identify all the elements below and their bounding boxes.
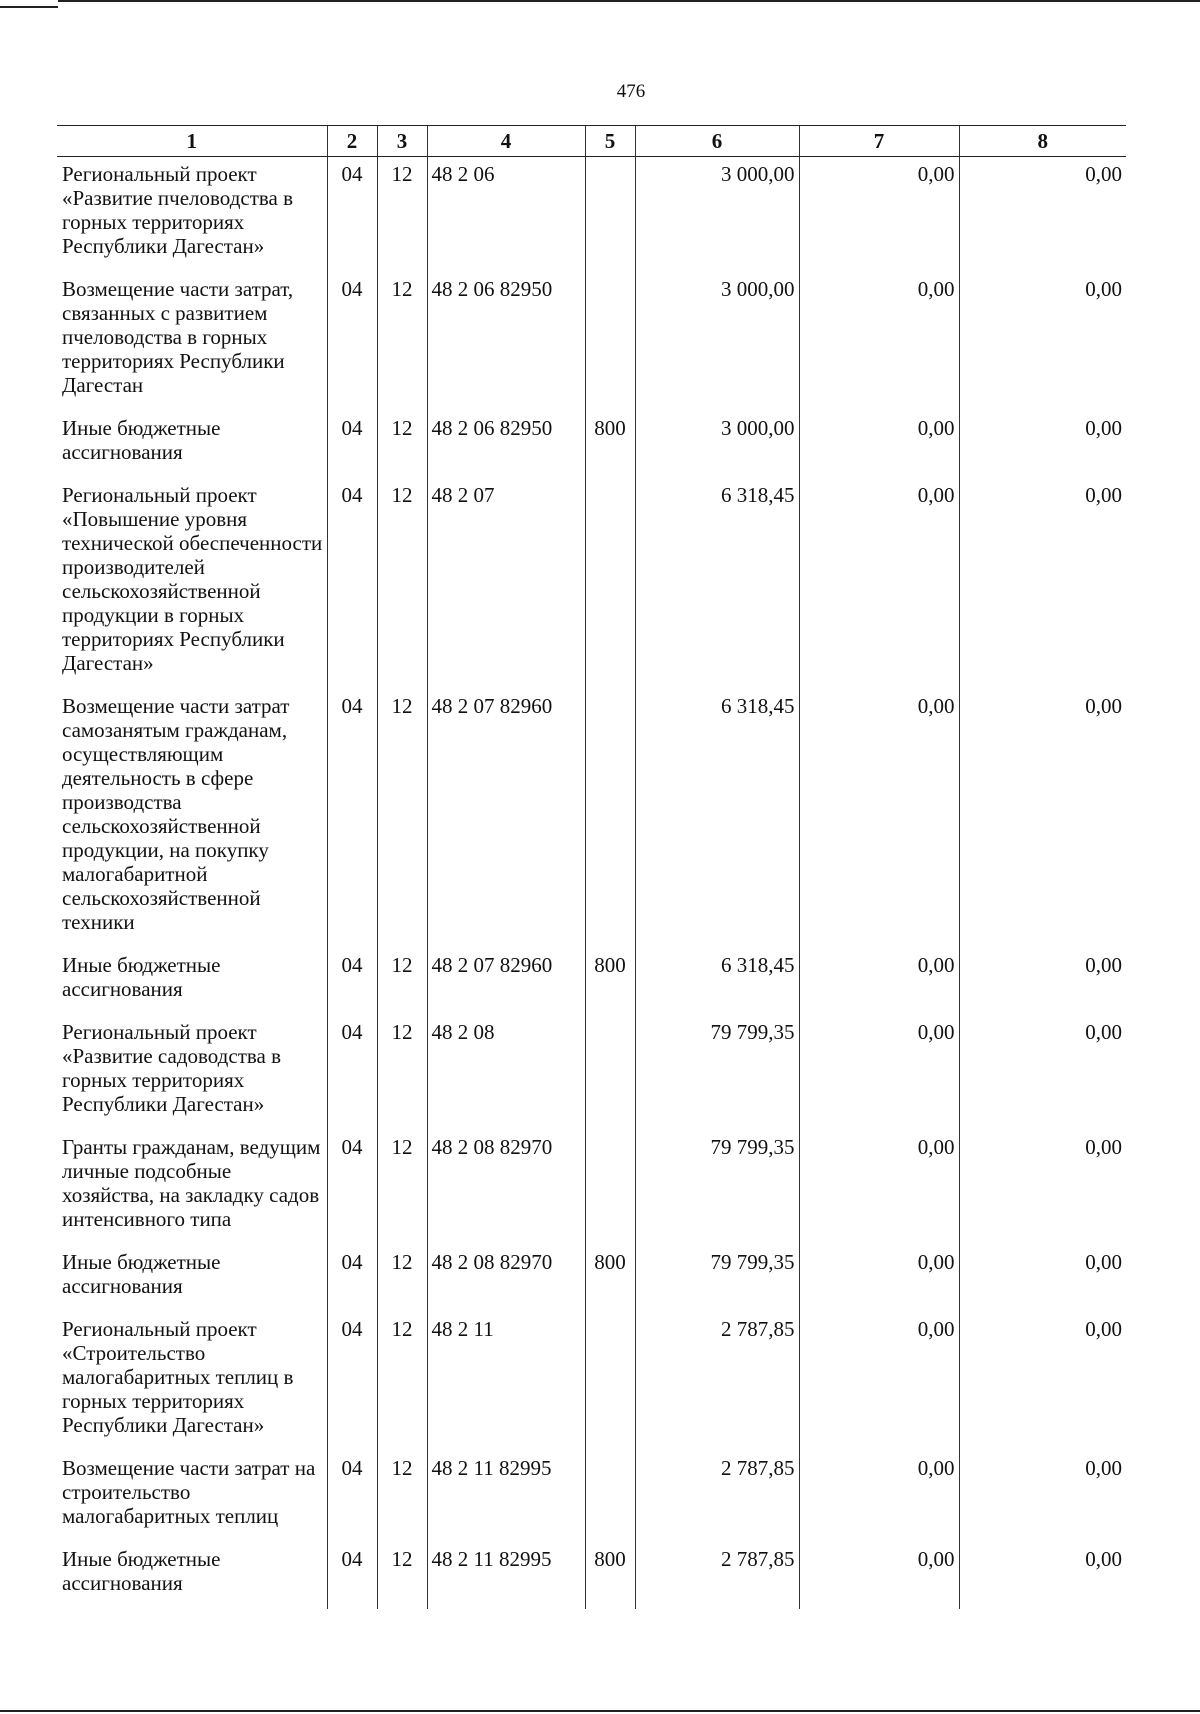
- table-row: [57, 1015, 1126, 1130]
- target-article-code-cell: 48 2 11: [427, 1312, 585, 1451]
- subsection-code-cell: 12: [377, 1130, 427, 1245]
- budget-table: [57, 125, 1126, 1609]
- subsection-code-cell: 12: [377, 1542, 427, 1609]
- amount-col-6-cell: 2 787,85: [635, 1542, 799, 1609]
- column-header-1: 1: [57, 126, 327, 157]
- subsection-code-cell: 12: [377, 272, 427, 411]
- column-header-6: 6: [635, 126, 799, 157]
- expense-type-code-cell: [585, 1312, 635, 1451]
- amount-col-7-cell: 0,00: [799, 411, 959, 478]
- amount-col-7-cell: 0,00: [799, 157, 959, 273]
- section-code-cell: 04: [327, 689, 377, 948]
- target-article-code-cell: 48 2 07 82960: [427, 689, 585, 948]
- scan-edge-top-left: [0, 6, 58, 8]
- amount-col-6-cell: 6 318,45: [635, 948, 799, 1015]
- amount-col-7-cell: 0,00: [799, 948, 959, 1015]
- target-article-code-cell: 48 2 08: [427, 1015, 585, 1130]
- item-name-cell: Региональный проект «Развитие пчеловодства в горных территориях Республики Дагестан»: [62, 162, 294, 258]
- table-row: [57, 1542, 1126, 1609]
- table-row: [57, 1245, 1126, 1312]
- amount-col-8-cell: 0,00: [959, 689, 1126, 948]
- section-code-cell: 04: [327, 157, 377, 273]
- scan-edge-top: [58, 0, 1200, 2]
- expense-type-code-cell: [585, 1015, 635, 1130]
- expense-type-code-cell: [585, 1130, 635, 1245]
- item-name-cell: Гранты гражданам, ведущим личные подсобные хозяйства, на закладку садов интенсивного типа: [62, 1135, 321, 1231]
- target-article-code-cell: 48 2 07: [427, 478, 585, 689]
- expense-type-code-cell: [585, 157, 635, 273]
- subsection-code-cell: 12: [377, 1245, 427, 1312]
- amount-col-8-cell: 0,00: [959, 272, 1126, 411]
- amount-col-7-cell: 0,00: [799, 272, 959, 411]
- section-code-cell: 04: [327, 1015, 377, 1130]
- amount-col-7-cell: 0,00: [799, 1015, 959, 1130]
- item-name-cell: Возмещение части затрат на строительство малогабаритных теплиц: [62, 1456, 316, 1528]
- column-header-8: 8: [959, 126, 1126, 157]
- section-code-cell: 04: [327, 1542, 377, 1609]
- expense-type-code-cell: 800: [585, 411, 635, 478]
- expense-type-code-cell: [585, 272, 635, 411]
- table-row: [57, 948, 1126, 1015]
- target-article-code-cell: 48 2 11 82995: [427, 1451, 585, 1542]
- amount-col-7-cell: 0,00: [799, 1245, 959, 1312]
- subsection-code-cell: 12: [377, 1451, 427, 1542]
- expense-type-code-cell: 800: [585, 948, 635, 1015]
- subsection-code-cell: 12: [377, 478, 427, 689]
- column-header-4: 4: [427, 126, 585, 157]
- subsection-code-cell: 12: [377, 411, 427, 478]
- amount-col-6-cell: 79 799,35: [635, 1245, 799, 1312]
- amount-col-8-cell: 0,00: [959, 1542, 1126, 1609]
- target-article-code-cell: 48 2 11 82995: [427, 1542, 585, 1609]
- amount-col-8-cell: 0,00: [959, 1015, 1126, 1130]
- item-name-cell: Региональный проект «Развитие садоводства в горных территориях Республики Дагестан»: [62, 1020, 281, 1116]
- expense-type-code-cell: [585, 689, 635, 948]
- table-row: [57, 689, 1126, 948]
- amount-col-8-cell: 0,00: [959, 1451, 1126, 1542]
- amount-col-6-cell: 3 000,00: [635, 272, 799, 411]
- amount-col-8-cell: 0,00: [959, 1312, 1126, 1451]
- item-name-cell: Иные бюджетные ассигнования: [62, 1547, 221, 1595]
- amount-col-8-cell: 0,00: [959, 948, 1126, 1015]
- table-row: [57, 478, 1126, 689]
- subsection-code-cell: 12: [377, 1015, 427, 1130]
- amount-col-8-cell: 0,00: [959, 157, 1126, 273]
- amount-col-6-cell: 79 799,35: [635, 1130, 799, 1245]
- column-header-3: 3: [377, 126, 427, 157]
- target-article-code-cell: 48 2 06 82950: [427, 411, 585, 478]
- section-code-cell: 04: [327, 1312, 377, 1451]
- expense-type-code-cell: 800: [585, 1245, 635, 1312]
- table-header-row: [57, 126, 1126, 157]
- table-row: [57, 157, 1126, 273]
- amount-col-7-cell: 0,00: [799, 1312, 959, 1451]
- column-header-2: 2: [327, 126, 377, 157]
- amount-col-7-cell: 0,00: [799, 478, 959, 689]
- subsection-code-cell: 12: [377, 689, 427, 948]
- table-row: [57, 1130, 1126, 1245]
- table-row: [57, 1312, 1126, 1451]
- amount-col-8-cell: 0,00: [959, 1130, 1126, 1245]
- scan-edge-bottom: [0, 1710, 1200, 1712]
- amount-col-8-cell: 0,00: [959, 1245, 1126, 1312]
- target-article-code-cell: 48 2 08 82970: [427, 1130, 585, 1245]
- table-row: [57, 411, 1126, 478]
- amount-col-6-cell: 6 318,45: [635, 478, 799, 689]
- target-article-code-cell: 48 2 06: [427, 157, 585, 273]
- column-header-7: 7: [799, 126, 959, 157]
- amount-col-6-cell: 2 787,85: [635, 1312, 799, 1451]
- target-article-code-cell: 48 2 07 82960: [427, 948, 585, 1015]
- expense-type-code-cell: [585, 1451, 635, 1542]
- amount-col-6-cell: 79 799,35: [635, 1015, 799, 1130]
- amount-col-7-cell: 0,00: [799, 1451, 959, 1542]
- table-body: [57, 157, 1126, 1610]
- subsection-code-cell: 12: [377, 1312, 427, 1451]
- amount-col-6-cell: 2 787,85: [635, 1451, 799, 1542]
- expense-type-code-cell: 800: [585, 1542, 635, 1609]
- table-row: [57, 272, 1126, 411]
- item-name-cell: Возмещение части затрат самозанятым гражданам, осуществляющим деятельность в сфере производства сельскохозяйственной продукции, на покупку малогабаритной сельскохозяйственной техники: [62, 694, 290, 934]
- amount-col-6-cell: 3 000,00: [635, 411, 799, 478]
- target-article-code-cell: 48 2 08 82970: [427, 1245, 585, 1312]
- amount-col-6-cell: 6 318,45: [635, 689, 799, 948]
- item-name-cell: Возмещение части затрат, связанных с развитием пчеловодства в горных территориях Республики Дагестан: [62, 277, 294, 397]
- amount-col-8-cell: 0,00: [959, 411, 1126, 478]
- section-code-cell: 04: [327, 1451, 377, 1542]
- subsection-code-cell: 12: [377, 948, 427, 1015]
- amount-col-7-cell: 0,00: [799, 1542, 959, 1609]
- expense-type-code-cell: [585, 478, 635, 689]
- item-name-cell: Региональный проект «Строительство малогабаритных теплиц в горных территориях Республики Дагестан»: [62, 1317, 294, 1437]
- section-code-cell: 04: [327, 1245, 377, 1312]
- section-code-cell: 04: [327, 1130, 377, 1245]
- amount-col-6-cell: 3 000,00: [635, 157, 799, 273]
- page-number: 476: [616, 81, 646, 102]
- item-name-cell: Региональный проект «Повышение уровня технической обеспеченности производителей сельскохозяйственной продукции в горных территориях Республики Дагестан»: [62, 483, 323, 675]
- amount-col-7-cell: 0,00: [799, 689, 959, 948]
- target-article-code-cell: 48 2 06 82950: [427, 272, 585, 411]
- subsection-code-cell: 12: [377, 157, 427, 273]
- section-code-cell: 04: [327, 948, 377, 1015]
- section-code-cell: 04: [327, 411, 377, 478]
- item-name-cell: Иные бюджетные ассигнования: [62, 416, 221, 464]
- column-header-5: 5: [585, 126, 635, 157]
- table-row: [57, 1451, 1126, 1542]
- amount-col-8-cell: 0,00: [959, 478, 1126, 689]
- item-name-cell: Иные бюджетные ассигнования: [62, 953, 221, 1001]
- section-code-cell: 04: [327, 478, 377, 689]
- amount-col-7-cell: 0,00: [799, 1130, 959, 1245]
- section-code-cell: 04: [327, 272, 377, 411]
- item-name-cell: Иные бюджетные ассигнования: [62, 1250, 221, 1298]
